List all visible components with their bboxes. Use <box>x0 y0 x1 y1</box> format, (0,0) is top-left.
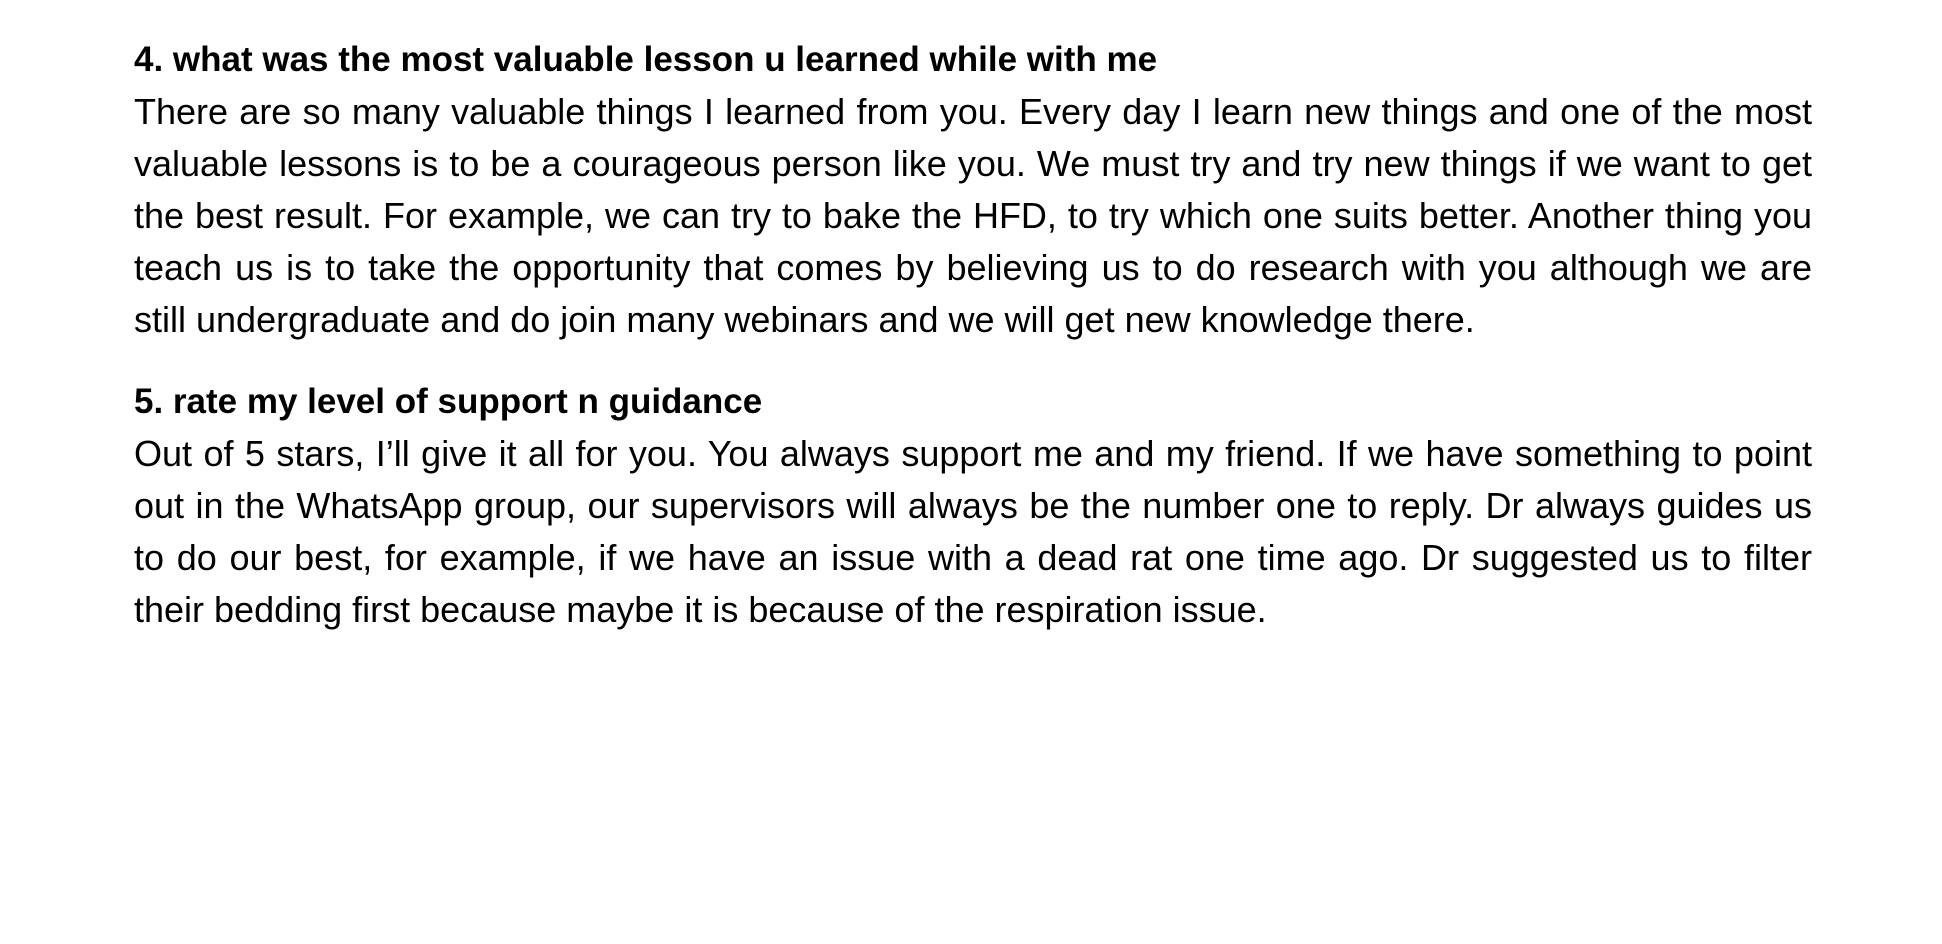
question-4-heading: 4. what was the most valuable lesson u learned while with me <box>134 40 1158 79</box>
question-5-heading: 5. rate my level of support n guidance <box>134 382 763 421</box>
question-4-answer: There are so many valuable things I learned from you. Every day I learn new things and one of the most valuable lessons is to be a courageous person like you. We must try and try new things if we want to get the best result. For example, we can try to bake the HFD, to try which one suits better. Another thing you teach us is to take the opportunity that comes by believing us to do research with you although we are still undergraduate and do join many webinars and we will get new knowledge there. <box>134 91 1812 340</box>
document-page <box>134 34 1812 636</box>
section-question-5 <box>134 376 1812 636</box>
section-question-4 <box>134 34 1812 346</box>
question-5-answer: Out of 5 stars, I’ll give it all for you. You always support me and my friend. If we have something to point out in the WhatsApp group, our supervisors will always be the number one to reply. Dr always guides us to do our best, for example, if we have an issue with a dead rat one time ago. Dr suggested us to filter their bedding first because maybe it is because of the respiration issue. <box>134 433 1812 630</box>
